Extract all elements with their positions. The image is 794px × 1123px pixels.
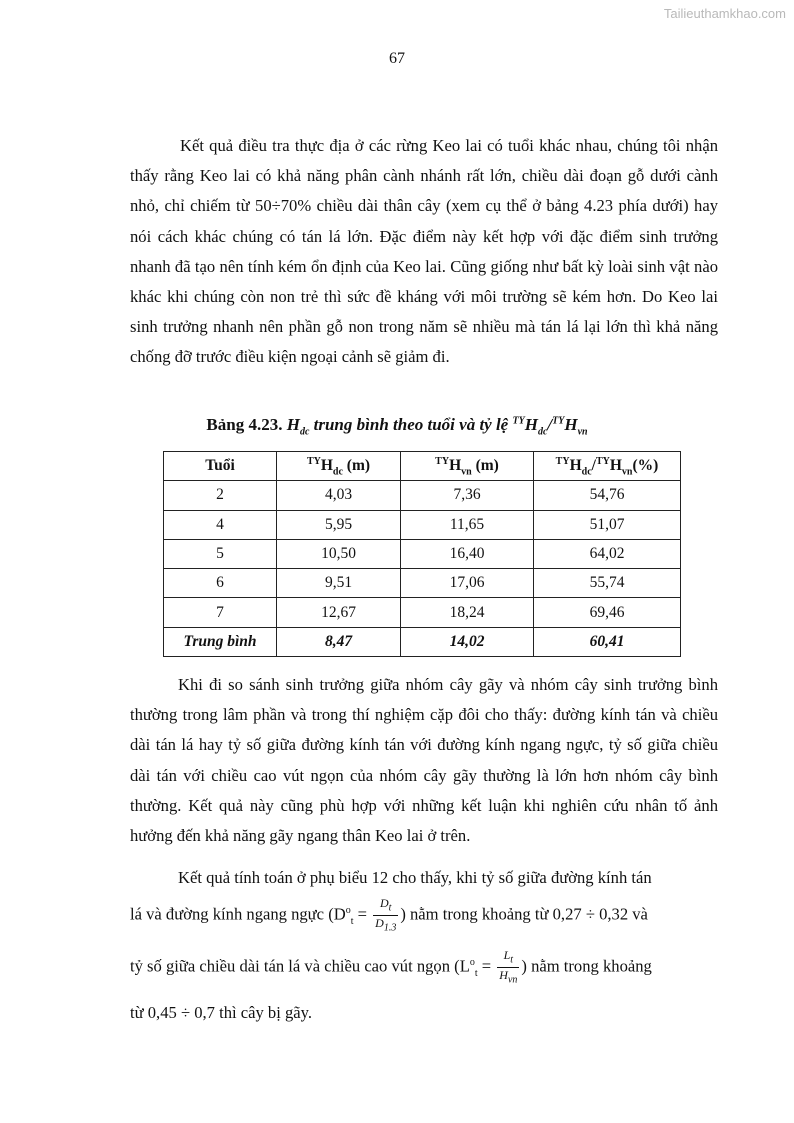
cell-hvn: 16,40 <box>401 539 534 568</box>
table-average-row <box>164 627 681 656</box>
data-table <box>163 451 681 657</box>
caption-ratio: $^{TY}H_{dc}/^{TY}H_{vn}$ <box>512 415 588 438</box>
caption-label: Bảng 4.23. <box>206 415 283 434</box>
paragraph-3-line-4: từ 0,45 ÷ 0,7 thì cây bị gãy. <box>130 1002 313 1022</box>
paragraph-1: Kết quả điều tra thực địa ở các rừng Keo lai có tuổi khác nhau, chúng tôi nhận thấy rằng Keo lai có khả năng phân cành nhánh rất lớn, chiều dài đoạn gỗ dưới cành nhỏ, chỉ chiếm từ 50÷70% chiều dài thân cây (xem cụ thể ở bảng 4.23 phía dưới) hay nói cách khác chúng có tán lá lớn. Đặc điểm này kết hợp với đặc điểm sinh trưởng nhanh đã tạo nên tính kém ổn định của Keo lai. Cũng giống như bất kỳ loài sinh vật nào khác khi chúng còn non trẻ thì sức đề kháng với môi trường sẽ kém hơn. Do Keo lai sinh trưởng nhanh nên phần gỗ non trong năm sẽ nhiều mà tán lá lại lớn thì khả năng chống đỡ trước điều kiện ngoại cảnh sẽ giảm đi. <box>130 136 718 367</box>
cell-hvn: 11,65 <box>401 510 534 539</box>
cell-average-hvn: 14,02 <box>401 627 534 656</box>
cell-hvn: 18,24 <box>401 598 534 627</box>
cell-ratio: 54,76 <box>534 481 681 510</box>
cell-average-label: Trung bình <box>164 627 277 656</box>
cell-hdc: 5,95 <box>277 510 401 539</box>
header-ratio: $^{TY}H_{dc}/^{TY}H_{vn}(\%)$ <box>534 452 681 481</box>
table-row <box>164 569 681 598</box>
paragraph-2: Khi đi so sánh sinh trưởng giữa nhóm cây gãy và nhóm cây sinh trưởng bình thường trong lâm phần và trong thí nghiệm cặp đôi cho thấy: đường kính tán và chiều dài tán lá hay tỷ số giữa đường kính tán với đường kính ngang ngực, tỷ số giữa chiều dài tán với chiều cao vút ngọn của nhóm cây gãy thường là lớn hơn nhóm cây bình thường. Kết quả này cũng phù hợp với những kết luận khi nghiên cứu nhân tố ảnh hưởng đến khả năng gãy ngang thân Keo lai ở trên. <box>130 675 718 846</box>
caption-h: $H_{dc}$ <box>286 415 310 438</box>
header-hvn: $^{TY}H_{vn}$ (m) <box>401 452 534 481</box>
cell-ratio: 51,07 <box>534 510 681 539</box>
cell-age: 4 <box>164 510 277 539</box>
table-row <box>164 481 681 510</box>
cell-hdc: 12,67 <box>277 598 401 627</box>
table-row <box>164 539 681 568</box>
fraction-lt-hvn: $\frac{L_t}{H_{vn}}$ <box>499 947 518 986</box>
page-number: 67 <box>389 50 405 67</box>
fraction-dt-d13: $\frac{D_t}{D_{1.3}}$ <box>375 895 397 934</box>
table-row <box>164 598 681 627</box>
cell-average-hdc: 8,47 <box>277 627 401 656</box>
cell-hdc: 4,03 <box>277 481 401 510</box>
cell-age: 2 <box>164 481 277 510</box>
paragraph-3-line-2: lá và đường kính ngang ngực ($D^o_t$ = $\frac{D_t}{D_{1.3}}$ ) nằm trong khoảng từ 0,27 ÷ 0,32 và <box>130 895 648 934</box>
paragraph-3 <box>130 862 718 1028</box>
cell-age: 5 <box>164 539 277 568</box>
cell-hvn: 17,06 <box>401 569 534 598</box>
cell-age: 6 <box>164 569 277 598</box>
caption-text: trung bình theo tuổi và tỷ lệ <box>313 415 509 434</box>
cell-ratio: 69,46 <box>534 598 681 627</box>
paragraph-3-line-1: Kết quả tính toán ở phụ biểu 12 cho thấy, khi tỷ số giữa đường kính tán <box>178 868 652 887</box>
table-row <box>164 510 681 539</box>
cell-age: 7 <box>164 598 277 627</box>
watermark: Tailieuthamkhao.com <box>663 6 786 21</box>
cell-hvn: 7,36 <box>401 481 534 510</box>
header-age: Tuổi <box>164 452 277 481</box>
table-caption <box>0 415 794 437</box>
header-hdc: $^{TY}H_{dc}$ (m) <box>277 452 401 481</box>
cell-average-ratio: 60,41 <box>534 627 681 656</box>
cell-ratio: 64,02 <box>534 539 681 568</box>
cell-hdc: 9,51 <box>277 569 401 598</box>
cell-ratio: 55,74 <box>534 569 681 598</box>
table-header-row <box>164 452 681 481</box>
paragraph-3-line-3: tỷ số giữa chiều dài tán lá và chiều cao vút ngọn ($L^o_t$ = $\frac{L_t}{H_{vn}}$ ) nằm trong khoảng <box>130 947 652 986</box>
cell-hdc: 10,50 <box>277 539 401 568</box>
